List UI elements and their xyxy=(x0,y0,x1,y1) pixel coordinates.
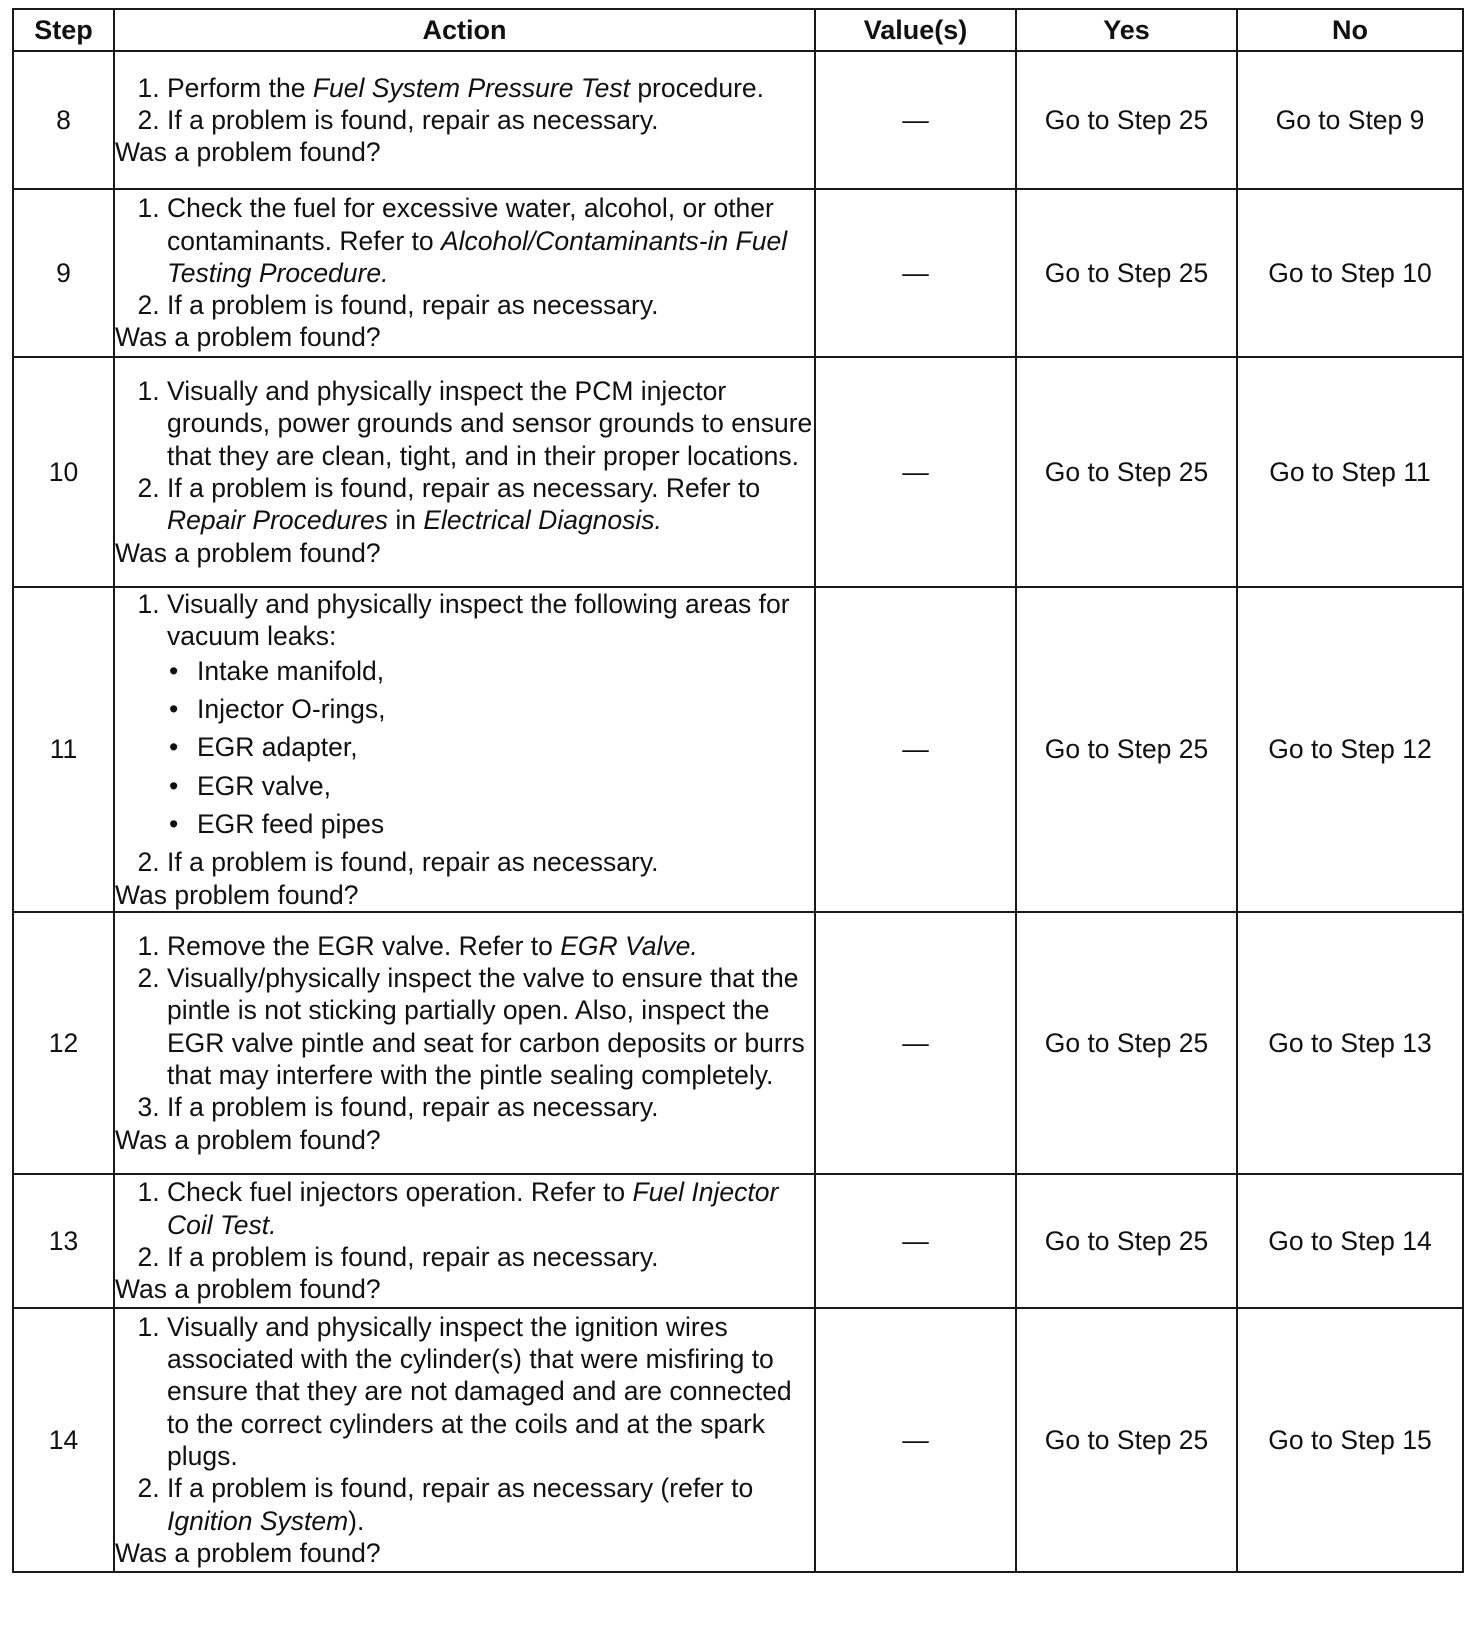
action-cell xyxy=(114,912,815,1174)
action-step xyxy=(167,472,814,537)
no-cell: Go to Step 15 xyxy=(1237,1308,1463,1572)
action-cell xyxy=(114,1174,815,1308)
value-dash: — xyxy=(902,104,929,135)
action-text: Perform the xyxy=(167,72,313,103)
yes-cell: Go to Step 25 xyxy=(1016,51,1237,189)
action-cell xyxy=(114,1308,815,1572)
action-steps-list xyxy=(115,192,814,321)
no-cell: Go to Step 9 xyxy=(1237,51,1463,189)
action-step xyxy=(167,1091,814,1123)
step-number-cell: 10 xyxy=(13,357,114,587)
no-cell: Go to Step 14 xyxy=(1237,1174,1463,1308)
action-text: Visually and physically inspect the following areas for vacuum leaks: xyxy=(167,589,790,652)
header-row xyxy=(13,9,1463,51)
header-yes: Yes xyxy=(1016,9,1237,51)
action-step xyxy=(167,1176,814,1241)
action-reference: EGR Valve. xyxy=(560,930,698,961)
action-steps-list xyxy=(115,72,814,137)
action-text: Remove the EGR valve. Refer to xyxy=(167,930,561,961)
bullet-icon: • xyxy=(169,770,179,801)
header-action: Action xyxy=(114,9,815,51)
bullet-icon: • xyxy=(169,693,179,724)
step-number-cell: 12 xyxy=(13,912,114,1174)
bullet-icon: • xyxy=(169,732,179,763)
action-step xyxy=(167,192,814,289)
action-text: If a problem is found, repair as necessary. xyxy=(167,1241,659,1272)
question-text: Was a problem found? xyxy=(115,137,381,168)
bullet-item xyxy=(167,655,814,687)
value-dash: — xyxy=(902,1027,929,1058)
yes-cell: Go to Step 25 xyxy=(1016,189,1237,357)
header-no: No xyxy=(1237,9,1463,51)
action-step xyxy=(167,104,814,136)
value-cell xyxy=(815,357,1016,587)
action-reference: Repair Procedures xyxy=(167,505,388,536)
table-row xyxy=(13,1308,1463,1572)
question-text: Was a problem found? xyxy=(115,322,381,353)
value-dash: — xyxy=(902,1424,929,1455)
step-number-cell: 11 xyxy=(13,587,114,912)
action-step xyxy=(167,1472,814,1537)
bullet-item xyxy=(167,731,814,763)
yes-cell: Go to Step 25 xyxy=(1016,912,1237,1174)
action-text: procedure. xyxy=(629,72,765,103)
action-text: ). xyxy=(348,1505,365,1536)
value-cell xyxy=(815,189,1016,357)
table-row xyxy=(13,912,1463,1174)
diagnostic-table-container xyxy=(12,8,1464,1573)
action-reference: Fuel System Pressure Test xyxy=(312,72,630,103)
step-number-cell: 9 xyxy=(13,189,114,357)
action-reference: Ignition System xyxy=(167,1505,349,1536)
action-text: Visually and physically inspect the PCM injector grounds, power grounds and sensor grounds to ensure that they are clean, tight, and in their proper locations. xyxy=(167,376,813,471)
action-cell xyxy=(114,51,815,189)
diagnostic-table xyxy=(12,8,1464,1573)
action-text: If a problem is found, repair as necessary (refer to xyxy=(167,1473,754,1504)
value-dash: — xyxy=(902,734,929,765)
table-body xyxy=(13,51,1463,1572)
bullet-item xyxy=(167,770,814,802)
action-text: If a problem is found, repair as necessary. xyxy=(167,104,659,135)
action-text: Check the fuel for excessive water, alcohol, or other contaminants. Refer to xyxy=(167,193,774,256)
action-text: If a problem is found, repair as necessary. xyxy=(167,847,659,878)
question-text: Was problem found? xyxy=(115,879,359,910)
action-text: Visually/physically inspect the valve to ensure that the pintle is not sticking partially open. Also, inspect the EGR valve pintle and seat for carbon deposits or burrs that may interfere with the pintle sealing completely. xyxy=(167,963,805,1091)
action-reference: Electrical Diagnosis. xyxy=(423,505,662,536)
action-step xyxy=(167,289,814,321)
step-number-cell: 14 xyxy=(13,1308,114,1572)
bullet-text: EGR adapter, xyxy=(197,732,358,763)
yes-cell: Go to Step 25 xyxy=(1016,1308,1237,1572)
value-cell xyxy=(815,51,1016,189)
action-step xyxy=(167,962,814,1091)
action-reference: Fuel Injector Coil Test. xyxy=(167,1177,779,1240)
bullet-text: Intake manifold, xyxy=(197,655,385,686)
action-cell xyxy=(114,357,815,587)
action-cell xyxy=(114,587,815,912)
step-number-cell: 8 xyxy=(13,51,114,189)
header-values: Value(s) xyxy=(815,9,1016,51)
action-steps-list xyxy=(115,375,814,537)
no-cell: Go to Step 10 xyxy=(1237,189,1463,357)
value-dash: — xyxy=(902,1225,929,1256)
table-row xyxy=(13,357,1463,587)
question-text: Was a problem found? xyxy=(115,1537,381,1568)
action-text: If a problem is found, repair as necessary. xyxy=(167,1092,659,1123)
action-steps-list xyxy=(115,588,814,879)
action-step xyxy=(167,1311,814,1473)
bullet-item xyxy=(167,808,814,840)
action-reference: Alcohol/Contaminants-in Fuel Testing Procedure. xyxy=(167,225,788,288)
bullet-item xyxy=(167,693,814,725)
question-text: Was a problem found? xyxy=(115,1274,381,1305)
value-cell xyxy=(815,587,1016,912)
table-row xyxy=(13,587,1463,912)
action-text: in xyxy=(387,505,424,536)
table-row xyxy=(13,189,1463,357)
action-step xyxy=(167,1241,814,1273)
bullet-text: Injector O-rings, xyxy=(197,693,386,724)
bullet-icon: • xyxy=(169,655,179,686)
action-step xyxy=(167,930,814,962)
no-cell: Go to Step 12 xyxy=(1237,587,1463,912)
no-cell: Go to Step 11 xyxy=(1237,357,1463,587)
action-step xyxy=(167,375,814,472)
bullet-list xyxy=(167,655,814,841)
value-dash: — xyxy=(902,456,929,487)
yes-cell: Go to Step 25 xyxy=(1016,1174,1237,1308)
value-dash: — xyxy=(902,257,929,288)
action-steps-list xyxy=(115,1311,814,1537)
action-text: If a problem is found, repair as necessary. xyxy=(167,290,659,321)
bullet-text: EGR valve, xyxy=(197,770,332,801)
header-step: Step xyxy=(13,9,114,51)
yes-cell: Go to Step 25 xyxy=(1016,587,1237,912)
action-cell xyxy=(114,189,815,357)
action-text: Check fuel injectors operation. Refer to xyxy=(167,1177,633,1208)
table-row xyxy=(13,51,1463,189)
no-cell: Go to Step 13 xyxy=(1237,912,1463,1174)
value-cell xyxy=(815,1308,1016,1572)
action-steps-list xyxy=(115,930,814,1124)
action-step xyxy=(167,72,814,104)
value-cell xyxy=(815,1174,1016,1308)
step-number-cell: 13 xyxy=(13,1174,114,1308)
table-row xyxy=(13,1174,1463,1308)
action-text: Visually and physically inspect the ignition wires associated with the cylinder(s) that were misfiring to ensure that they are not damaged and are connected to the correct cylinders at the coils and at the spark plugs. xyxy=(167,1311,792,1471)
action-step xyxy=(167,846,814,878)
bullet-text: EGR feed pipes xyxy=(197,808,385,839)
action-text: If a problem is found, repair as necessary. Refer to xyxy=(167,473,761,503)
value-cell xyxy=(815,912,1016,1174)
bullet-icon: • xyxy=(169,808,179,839)
question-text: Was a problem found? xyxy=(115,537,381,568)
question-text: Was a problem found? xyxy=(115,1124,381,1155)
action-steps-list xyxy=(115,1176,814,1273)
action-step xyxy=(167,588,814,840)
yes-cell: Go to Step 25 xyxy=(1016,357,1237,587)
